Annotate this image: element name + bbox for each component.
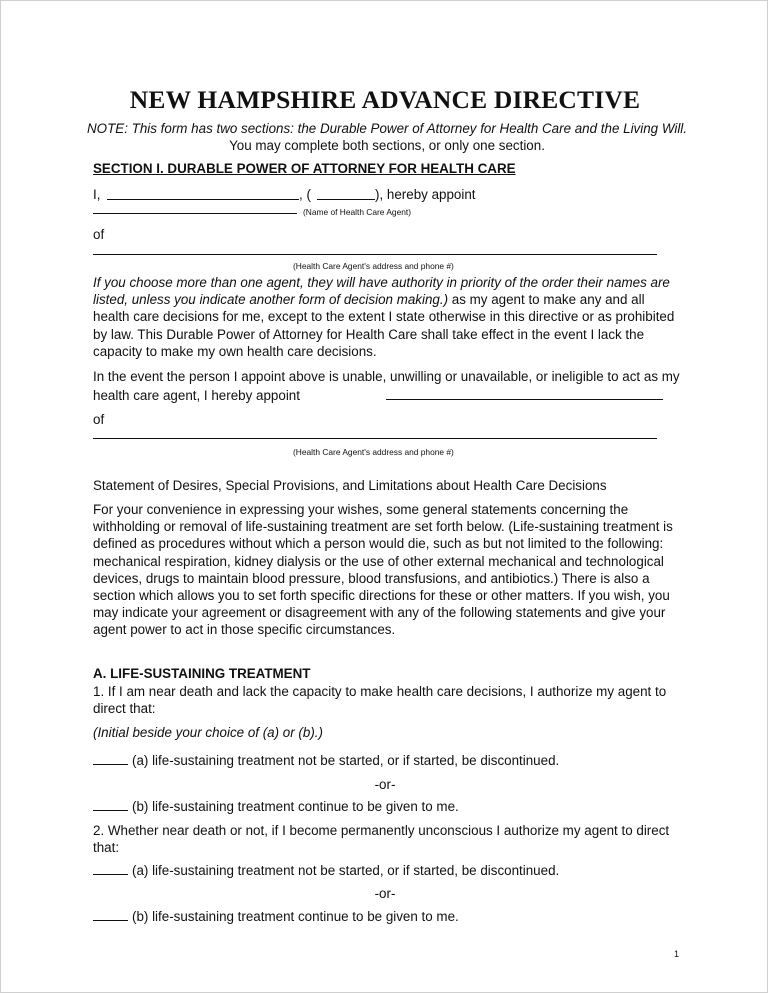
agent-name-caption: (Name of Health Care Agent) [303, 207, 411, 217]
q2-option-a [93, 862, 559, 879]
comma-paren: , ( [299, 187, 311, 202]
q2-option-b [93, 908, 459, 925]
q1-b-text: (b) life-sustaining treatment continue to be given to me. [132, 799, 459, 814]
section-1-heading: SECTION I. DURABLE POWER OF ATTORNEY FOR HEALTH CARE [93, 161, 516, 176]
note-plain-text: You may complete both sections, or only one section. [229, 138, 545, 154]
agent-address-field[interactable] [93, 254, 657, 255]
q2-a-text: (a) life-sustaining treatment not be started, or if started, be discontinued. [132, 863, 560, 878]
multiple-agents-plain: as my agent to make any and all health care decisions for me, except to the extent I state otherwise in this directive or as prohibited by law. This Durable Power of Attorney for Health Care shall take effect in the event I lack the capacity to make my own health care decisions. [93, 292, 675, 359]
q2-b-initial-field[interactable] [93, 919, 128, 921]
statement-body: For your convenience in expressing your wishes, some general statements concerning the withholding or removal of life-sustaining treatment are set forth below. (Life-sustaining treatment is defined as procedures without which a person would die, such as but not limited to the following: mechanical respiration, kidney dialysis or the use of other external mechanical and technological devices, drugs to maintain blood pressure, blood transfusions, and antibiotics.) There is also a section which allows you to set forth specific directions for these or other matters. If you wish, you may indicate your agreement or disagreement with any of the following statements and give your agent power to act in those specific circumstances. [93, 502, 673, 638]
q1-option-b [93, 798, 459, 815]
multiple-agents-italic: If you choose more than one agent, they will have authority in priority of the order their names are listed, unless you indicate another form of decision making.) [93, 275, 670, 308]
alt-address-caption: (Health Care Agent's address and phone #) [293, 447, 454, 457]
q2-b-text: (b) life-sustaining treatment continue to be given to me. [132, 909, 459, 924]
q1-option-a [93, 752, 559, 769]
q2-a-initial-field[interactable] [93, 873, 128, 875]
hereby-appoint-text: ), hereby appoint [375, 187, 476, 202]
alternate-agent-text: In the event the person I appoint above is unable, unwilling or unavailable, or ineligible to act as my health care agent, I hereby appoint [93, 369, 680, 403]
declarant-name-field[interactable] [107, 199, 299, 200]
q2-or-label: -or- [374, 886, 396, 901]
declarant-initial-field[interactable] [317, 199, 375, 200]
q1-or-label: -or- [374, 777, 396, 792]
of-label: of [93, 227, 105, 242]
form-note [87, 120, 687, 154]
q1-b-initial-field[interactable] [93, 809, 128, 811]
document-title: NEW HAMPSHIRE ADVANCE DIRECTIVE [129, 85, 641, 114]
alternate-agent-address-field[interactable] [93, 438, 657, 439]
agent-address-caption: (Health Care Agent's address and phone #) [293, 261, 454, 271]
alternate-agent-name-field[interactable] [386, 399, 663, 400]
note-italic-text: This form has two sections: the Durable Power of Attorney for Health Care and the Living Will. [131, 121, 688, 136]
note-label: NOTE: [87, 121, 128, 136]
page-number: 1 [674, 949, 680, 959]
q1-a-text: (a) life-sustaining treatment not be started, or if started, be discontinued. [132, 753, 560, 768]
initial-instruction: (Initial beside your choice of (a) or (b).) [93, 725, 323, 740]
i-label: I, [93, 187, 101, 202]
question-2: 2. Whether near death or not, if I become permanently unconscious I authorize my agent to direct that: [93, 823, 670, 856]
question-1: 1. If I am near death and lack the capacity to make health care decisions, I authorize my agent to direct that: [93, 684, 667, 717]
life-sustaining-heading: A. LIFE-SUSTAINING TREATMENT [93, 666, 311, 681]
statement-heading: Statement of Desires, Special Provisions, and Limitations about Health Care Decisions [93, 478, 607, 493]
agent-name-field[interactable] [93, 213, 297, 214]
q1-a-initial-field[interactable] [93, 763, 128, 765]
multiple-agents-paragraph [93, 274, 683, 360]
alt-of-label: of [93, 412, 105, 427]
